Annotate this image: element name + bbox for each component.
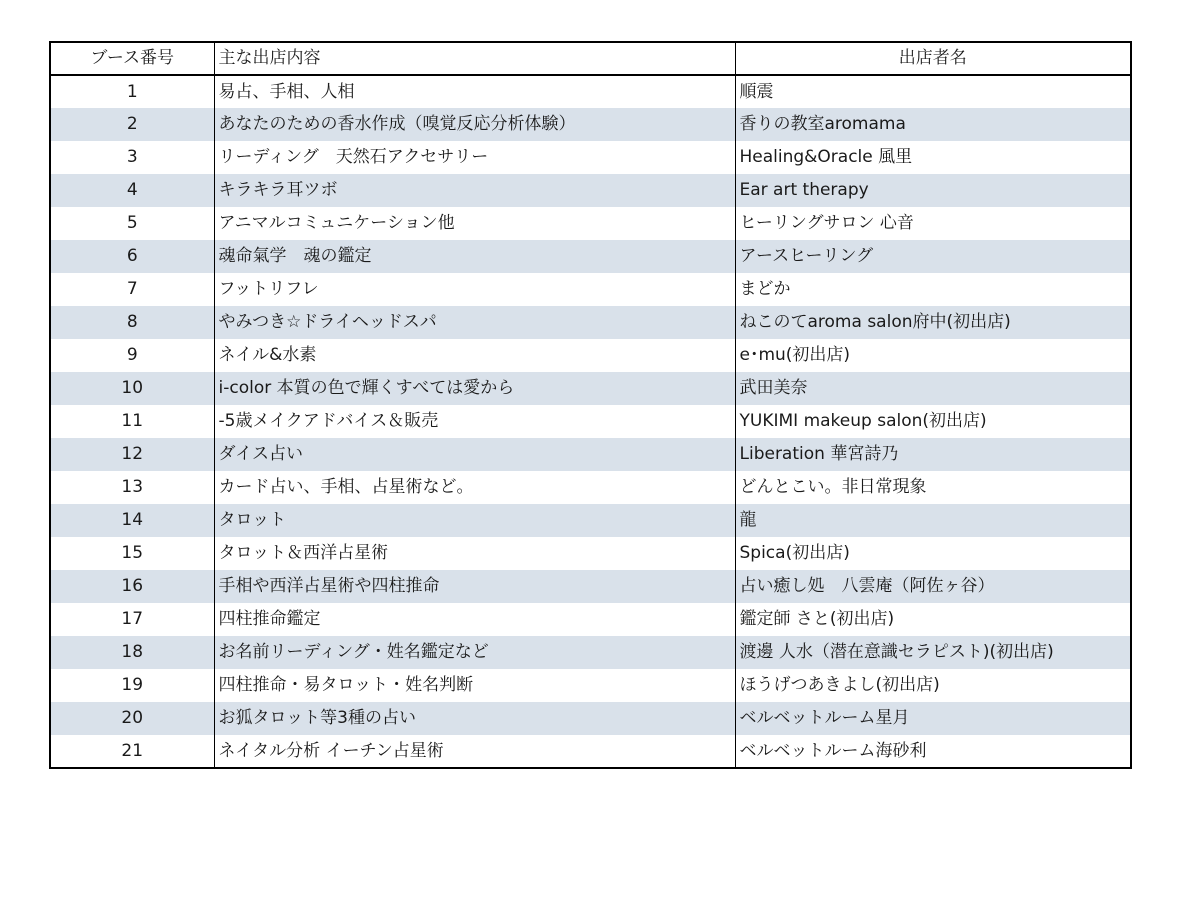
vendor-name-cell: まどか bbox=[735, 273, 1131, 306]
vendor-name-cell: ヒーリングサロン 心音 bbox=[735, 207, 1131, 240]
vendor-name-cell: 武田美奈 bbox=[735, 372, 1131, 405]
booth-number-cell: 12 bbox=[50, 438, 214, 471]
table-row bbox=[50, 306, 1131, 339]
table-row bbox=[50, 207, 1131, 240]
content-cell: お狐タロット等3種の占い bbox=[214, 702, 735, 735]
booth-number-cell: 14 bbox=[50, 504, 214, 537]
content-cell: 手相や西洋占星術や四柱推命 bbox=[214, 570, 735, 603]
table-row bbox=[50, 603, 1131, 636]
table-header bbox=[50, 42, 1131, 75]
vendor-name-cell: ねこのてaroma salon府中(初出店) bbox=[735, 306, 1131, 339]
vendor-name-cell: Spica(初出店) bbox=[735, 537, 1131, 570]
booth-number-cell: 11 bbox=[50, 405, 214, 438]
content-cell: リーディング 天然石アクセサリー bbox=[214, 141, 735, 174]
content-cell: i-color 本質の色で輝くすべては愛から bbox=[214, 372, 735, 405]
content-cell: ネイタル分析 イーチン占星術 bbox=[214, 735, 735, 768]
booth-number-cell: 1 bbox=[50, 75, 214, 108]
table-row bbox=[50, 669, 1131, 702]
content-cell: フットリフレ bbox=[214, 273, 735, 306]
content-cell: カード占い、手相、占星術など。 bbox=[214, 471, 735, 504]
booth-number-cell: 16 bbox=[50, 570, 214, 603]
content-cell: ダイス占い bbox=[214, 438, 735, 471]
vendor-name-cell: YUKIMI makeup salon(初出店) bbox=[735, 405, 1131, 438]
vendor-name-cell: 龍 bbox=[735, 504, 1131, 537]
table-row bbox=[50, 438, 1131, 471]
vendor-name-cell: ベルベットルーム星月 bbox=[735, 702, 1131, 735]
content-cell: お名前リーディング・姓名鑑定など bbox=[214, 636, 735, 669]
booth-number-cell: 4 bbox=[50, 174, 214, 207]
table-row bbox=[50, 273, 1131, 306]
content-cell: アニマルコミュニケーション他 bbox=[214, 207, 735, 240]
vendor-name-cell: 香りの教室aromama bbox=[735, 108, 1131, 141]
content-cell: 易占、手相、人相 bbox=[214, 75, 735, 108]
table-row bbox=[50, 108, 1131, 141]
booth-number-cell: 21 bbox=[50, 735, 214, 768]
table-row bbox=[50, 405, 1131, 438]
table-row bbox=[50, 174, 1131, 207]
booth-number-cell: 2 bbox=[50, 108, 214, 141]
table-row bbox=[50, 240, 1131, 273]
vendor-name-cell: 鑑定師 さと(初出店) bbox=[735, 603, 1131, 636]
table-row bbox=[50, 702, 1131, 735]
booth-number-cell: 9 bbox=[50, 339, 214, 372]
vendor-name-cell: e･mu(初出店) bbox=[735, 339, 1131, 372]
table-row bbox=[50, 339, 1131, 372]
table-row bbox=[50, 141, 1131, 174]
vendor-name-cell: ほうげつあきよし(初出店) bbox=[735, 669, 1131, 702]
table-row bbox=[50, 504, 1131, 537]
vendor-name-cell: 渡邊 人水（潜在意識セラピスト)(初出店) bbox=[735, 636, 1131, 669]
content-cell: 魂命氣学 魂の鑑定 bbox=[214, 240, 735, 273]
booth-number-cell: 19 bbox=[50, 669, 214, 702]
booth-list-sheet bbox=[49, 41, 1130, 769]
booth-number-cell: 3 bbox=[50, 141, 214, 174]
content-cell: タロット＆西洋占星術 bbox=[214, 537, 735, 570]
vendor-name-cell: 占い癒し処 八雲庵（阿佐ヶ谷） bbox=[735, 570, 1131, 603]
header-vendor-name: 出店者名 bbox=[735, 42, 1131, 75]
booth-number-cell: 15 bbox=[50, 537, 214, 570]
booth-number-cell: 6 bbox=[50, 240, 214, 273]
content-cell: キラキラ耳ツボ bbox=[214, 174, 735, 207]
booth-number-cell: 7 bbox=[50, 273, 214, 306]
table-body bbox=[50, 75, 1131, 768]
booth-number-cell: 18 bbox=[50, 636, 214, 669]
booth-table bbox=[49, 41, 1132, 769]
table-row bbox=[50, 537, 1131, 570]
content-cell: ネイル&水素 bbox=[214, 339, 735, 372]
vendor-name-cell: ベルベットルーム海砂利 bbox=[735, 735, 1131, 768]
booth-number-cell: 8 bbox=[50, 306, 214, 339]
header-main-content: 主な出店内容 bbox=[214, 42, 735, 75]
booth-number-cell: 5 bbox=[50, 207, 214, 240]
table-row bbox=[50, 471, 1131, 504]
table-row bbox=[50, 636, 1131, 669]
vendor-name-cell: どんとこい。非日常現象 bbox=[735, 471, 1131, 504]
booth-number-cell: 10 bbox=[50, 372, 214, 405]
header-row bbox=[50, 42, 1131, 75]
content-cell: あなたのための香水作成（嗅覚反応分析体験） bbox=[214, 108, 735, 141]
content-cell: 四柱推命・易タロット・姓名判断 bbox=[214, 669, 735, 702]
booth-number-cell: 17 bbox=[50, 603, 214, 636]
table-row bbox=[50, 570, 1131, 603]
header-booth-number: ブース番号 bbox=[50, 42, 214, 75]
table-row bbox=[50, 372, 1131, 405]
content-cell: -5歳メイクアドバイス＆販売 bbox=[214, 405, 735, 438]
booth-number-cell: 20 bbox=[50, 702, 214, 735]
vendor-name-cell: アースヒーリング bbox=[735, 240, 1131, 273]
vendor-name-cell: Ear art therapy bbox=[735, 174, 1131, 207]
vendor-name-cell: Liberation 華宮詩乃 bbox=[735, 438, 1131, 471]
table-row bbox=[50, 75, 1131, 108]
vendor-name-cell: 順震 bbox=[735, 75, 1131, 108]
vendor-name-cell: Healing&Oracle 風里 bbox=[735, 141, 1131, 174]
table-row bbox=[50, 735, 1131, 768]
content-cell: やみつき☆ドライヘッドスパ bbox=[214, 306, 735, 339]
content-cell: タロット bbox=[214, 504, 735, 537]
content-cell: 四柱推命鑑定 bbox=[214, 603, 735, 636]
booth-number-cell: 13 bbox=[50, 471, 214, 504]
